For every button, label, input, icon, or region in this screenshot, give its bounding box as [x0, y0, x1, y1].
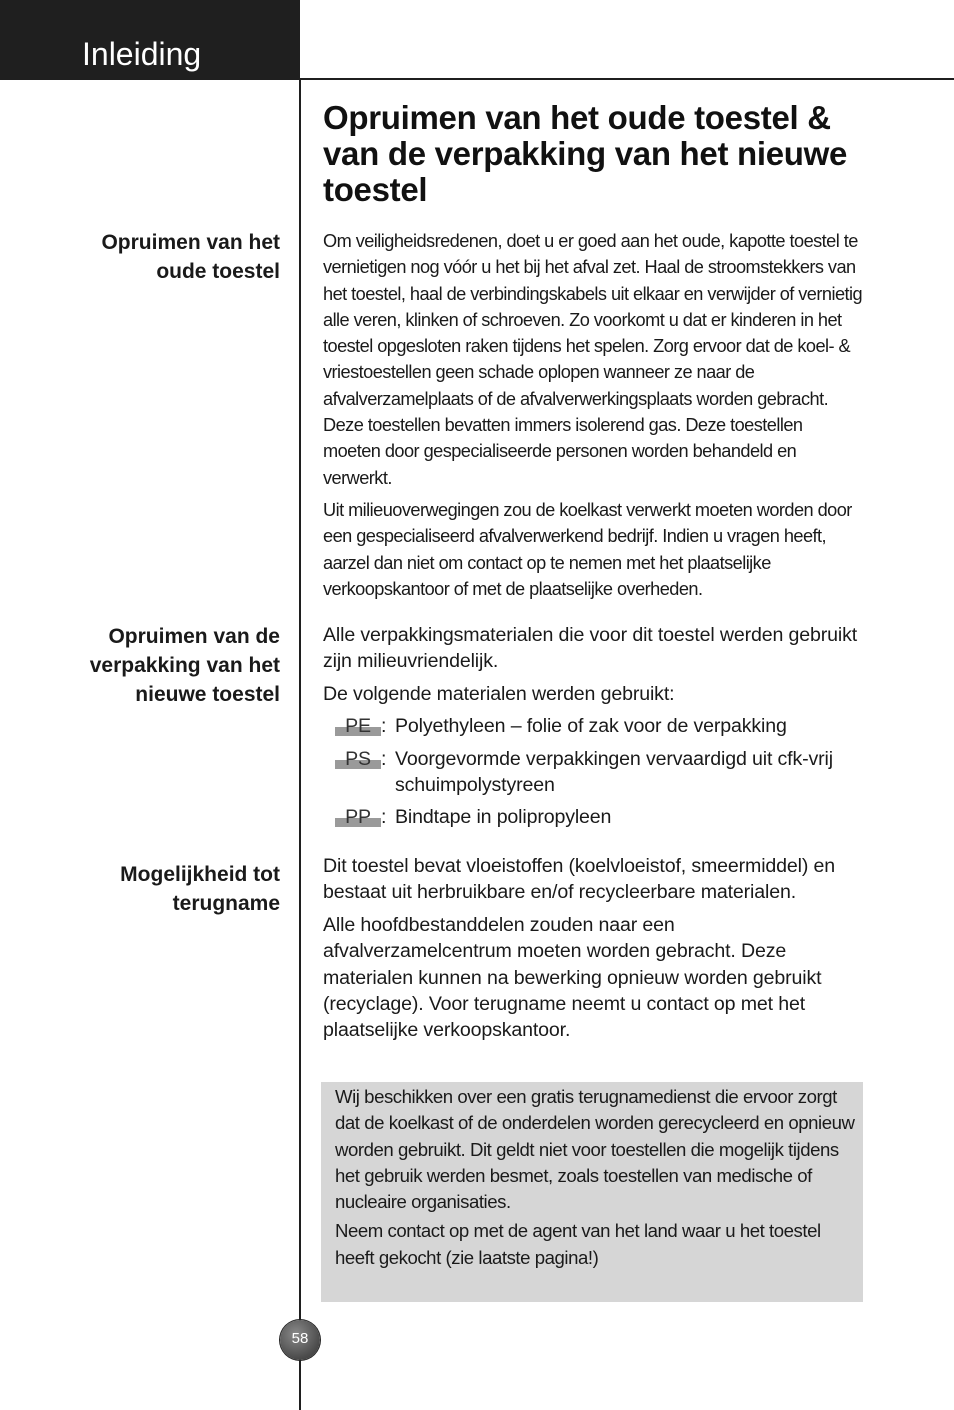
material-description: Polyethyleen – folie of zak voor de verpakking — [395, 715, 787, 738]
material-colon: : — [381, 747, 387, 770]
material-code: PE — [345, 715, 371, 738]
note-paragraph: Wij beschikken over een gratis terugnamedienst die ervoor zorgt dat de koelkast of de onderdelen worden gerecycleerd en opnieuw worden gebruikt. Dit geldt niet voor toestellen die mogelijk tijdens het gebruik werden besmet, zoals toestellen van medische of nucleaire organisaties. — [335, 1086, 855, 1213]
header-rule — [300, 78, 954, 80]
material-description: Voorgevormde verpakkingen vervaardigd uit cfk-vrij schuimpolystyreen — [395, 747, 833, 797]
material-code-badge — [335, 713, 381, 739]
material-colon: : — [381, 715, 387, 738]
heading-line: terugname — [172, 892, 280, 915]
page-number-badge — [280, 1320, 320, 1360]
heading-line: Mogelijkheid tot — [120, 863, 280, 886]
material-description: Bindtape in polipropyleen — [395, 806, 612, 829]
material-item — [323, 746, 868, 799]
paragraph: Om veiligheidsredenen, doet u er goed aan het oude, kapotte toestel te vernietigen nog vóór u het bij het afval zet. Haal de stroomstekkers van het toestel, haal de verbindingskabels uit elkaar en verwijder of vernietig alle veren, klinken of schroeven. Zo voorkomt u dat er kinderen in het toestel opgesloten raken tijdens het spelen. Zorg ervoor dat de koel- & vriestoestellen geen schade oplopen wanneer ze naar de afvalverzamelplaats of de afvalverwerkingsplaats worden gebracht. Deze toestellen bevatten immers isolerend gas. Deze toestellen moeten door gespecialiseerde personen worden behandeld en verwerkt. — [323, 231, 863, 488]
paragraph: Uit milieuoverwegingen zou de koelkast verwerkt moeten worden door een gespecialiseerd afvalverwerkend bedrijf. Indien u vragen heeft, aarzel dan niet om contact op te nemen met het plaatselijke verkoopskantoor of met de plaatselijke overheden. — [323, 499, 852, 599]
page-number: 58 — [291, 1330, 309, 1347]
heading-line: verpakking van het — [89, 654, 280, 677]
note-paragraph: Neem contact op met de agent van het land waar u het toestel heeft gekocht (zie laatste pagina!) — [335, 1220, 821, 1268]
paragraph: Alle verpakkingsmaterialen die voor dit toestel werden gebruikt zijn milieuvriendelijk. — [323, 624, 858, 673]
list-intro: De volgende materialen werden gebruikt: — [323, 682, 675, 705]
note-text — [335, 1084, 855, 1274]
paragraph: Alle hoofdbestanddelen zouden naar een afvalverzamelcentrum moeten worden gebracht. Deze materialen kunnen na bewerking opnieuw worden gebruikt (recyclage). Voor terugname neemt u contact op met het plaatselijke verkoopskantoor. — [323, 913, 822, 1042]
material-item — [323, 804, 868, 830]
material-code-badge — [335, 804, 381, 830]
section-heading-take-back — [20, 860, 280, 918]
paragraph: Dit toestel bevat vloeistoffen (koelvloeistof, smeermiddel) en bestaat uit herbruikbare en/of recycleerbare materialen. — [323, 855, 836, 904]
material-colon: : — [381, 806, 387, 829]
material-code-badge — [335, 746, 381, 772]
column-divider — [299, 80, 301, 1410]
section-heading-old-appliance — [20, 228, 280, 286]
page-title: Opruimen van het oude toestel & van de verpakking van het nieuwe toestel — [323, 99, 848, 208]
section-body-take-back — [323, 853, 868, 1050]
heading-line: Opruimen van het — [101, 231, 280, 254]
material-item — [323, 713, 868, 739]
heading-line: Opruimen van de — [108, 625, 280, 648]
material-code: PS — [345, 747, 371, 770]
heading-line: oude toestel — [156, 260, 280, 283]
section-heading-packaging — [20, 622, 280, 709]
heading-line: nieuwe toestel — [135, 683, 280, 706]
section-body-old-appliance — [323, 228, 863, 608]
section-body-packaging — [323, 622, 868, 837]
section-header-block — [0, 0, 300, 80]
material-code: PP — [345, 806, 371, 829]
section-title: Inleiding — [82, 36, 202, 72]
